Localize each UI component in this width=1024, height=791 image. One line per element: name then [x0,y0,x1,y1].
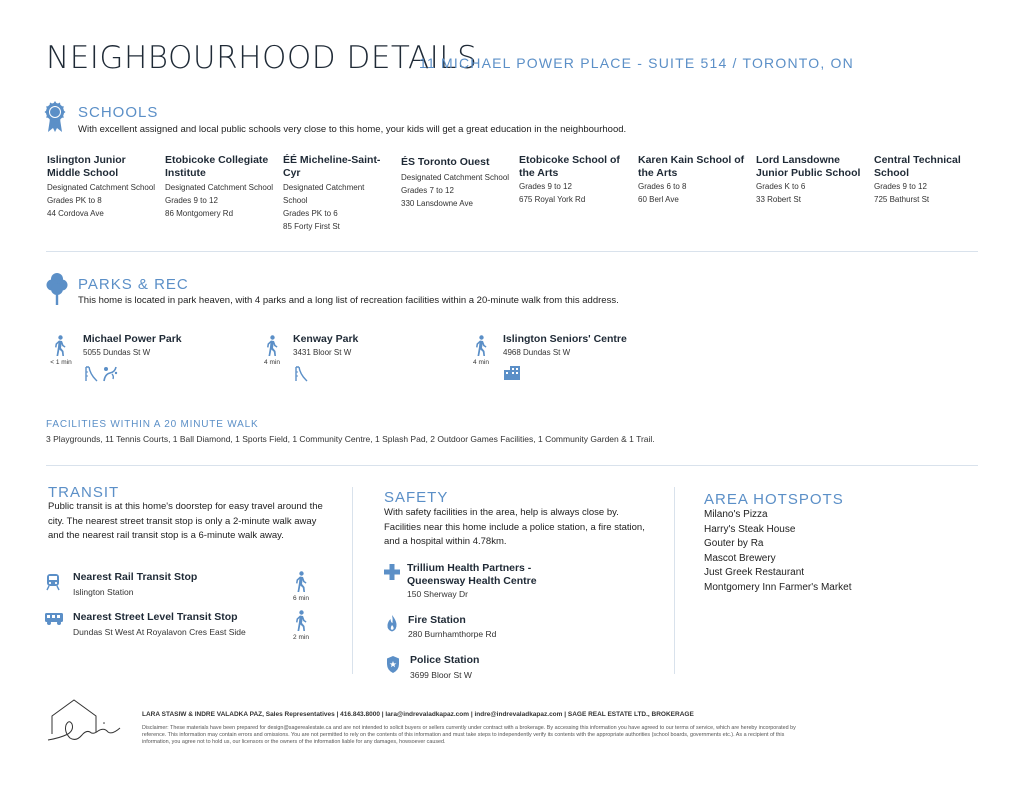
walk-time: 6 min [293,595,309,602]
hospital-address: 150 Sherway Dr [407,589,468,599]
train-icon [46,573,60,591]
street-stop-label: Nearest Street Level Transit Stop [73,611,238,623]
school-address: 60 Berl Ave [638,195,679,204]
rail-stop-name: Islington Station [73,587,134,597]
walk-time: 2 min [293,634,309,641]
police-station-name: Police Station [410,654,480,666]
bus-icon [44,612,64,626]
playground-slide-icon [294,364,308,382]
school-grades: Grades 9 to 12 [519,182,572,191]
park-address: 4968 Dundas St W [503,348,571,357]
school-card [874,154,974,206]
school-card [283,154,383,233]
walking-person-icon [294,610,308,632]
divider [46,251,978,252]
disclaimer-text: Disclaimer: These materials have been prepared for design@sagerealestate.ca and are not intended to solicit buyers or sellers currently under contract with a brokerage. By accessing this information you have agreed to our terms of service, which are hereby incorporated by reference. This information may contain errors and omissions. You are not permitted to rely on the contents of this information and must take steps to independently verify its contents with the appropriate authorities (school boards, governments etc.). As a recipient of this information, you agree not to hold us, our licensors or the owners of the information liable for any damages, howsoever caused. [142,725,796,745]
list-item: Harry's Steak House [704,523,796,535]
fire-station-name: Fire Station [408,614,466,626]
police-badge-icon [386,656,400,673]
school-name: Etobicoke Collegiate Institute [165,154,269,179]
hotspots-heading: AREA HOTSPOTS [704,491,844,508]
park-name: Michael Power Park [83,333,182,345]
park-address: 3431 Bloor St W [293,348,352,357]
school-address: 86 Montgomery Rd [165,209,234,218]
school-name: Central Technical School [874,154,961,179]
school-address: 44 Cordova Ave [47,209,104,218]
school-card [165,154,275,220]
school-name: Etobicoke School of the Arts [519,154,620,179]
school-name: Karen Kain School of the Arts [638,154,745,179]
school-address: 725 Bathurst St [874,195,930,204]
column-divider [674,487,675,674]
school-grades: Grades 7 to 12 [401,185,454,195]
community-centre-icon [503,364,521,380]
school-type: Designated Catchment School [47,183,156,192]
school-grades: Grades PK to 8 [47,196,102,205]
walking-person-icon [474,335,488,357]
walking-person-icon [265,335,279,357]
award-ribbon-icon [44,101,66,133]
schools-intro: With excellent assigned and local public schools very close to this home, your kids will get a great education in the neighbourhood. [78,124,627,135]
school-name: ÉS Toronto Ouest [401,156,490,168]
school-name: Islington Junior Middle School [47,154,126,179]
school-name: Lord Lansdowne Junior Public School [756,154,861,179]
flame-icon [386,615,398,632]
page-title: NEIGHBOURHOOD DETAILS [46,40,478,76]
safety-description: With safety facilities in the area, help is always close by. Facilities near this home include a police station, a fire station, and a hospital within 4.78km. [384,507,645,547]
facilities-list: 3 Playgrounds, 11 Tennis Courts, 1 Ball Diamond, 1 Sports Field, 1 Community Centre, 1 Splash Pad, 2 Outdoor Games Facilities, 1 Community Garden & 1 Trail. [46,434,655,444]
school-grades: Grades PK to 6 [283,209,338,218]
school-name: ÉÉ Micheline-Saint-Cyr [283,154,381,179]
parks-intro: This home is located in park heaven, with 4 parks and a long list of recreation facilities within a 20-minute walk from this address. [78,295,619,306]
walk-time: < 1 min [50,359,72,366]
park-address: 5055 Dundas St W [83,348,151,357]
rail-stop-label: Nearest Rail Transit Stop [73,571,198,583]
school-card [756,154,866,206]
school-grades: Grades 9 to 12 [874,182,927,191]
list-item: Just Greek Restaurant [704,567,805,578]
splash-pad-icon [101,364,119,382]
school-type: Designated Catchment School [283,183,365,205]
school-address: 675 Royal York Rd [519,195,586,204]
school-card [519,154,629,206]
street-stop-name: Dundas St West At Royalavon Cres East Side [73,627,246,637]
house-signature-logo [46,694,126,744]
transit-description: Public transit is at this home's doorstep for easy travel around the city. The nearest street transit stop is only a 2-minute walk away and the nearest rail transit stop is a 6-minute walk away. [48,501,323,541]
medical-cross-icon [384,564,400,580]
school-address: 85 Forty First St [283,222,340,231]
list-item: Montgomery Inn Farmer's Market [704,581,852,593]
walk-time: 4 min [264,359,280,366]
transit-heading: TRANSIT [48,484,120,501]
hospital-name: Trillium Health Partners - Queensway Health Centre [407,562,537,587]
school-type: Designated Catchment School [401,172,510,182]
representatives-line: LARA STASIW & INDRE VALADKA PAZ, Sales Representatives | 416.843.8000 | lara@indrevaladkapaz.com | indre@indrevaladkapaz.com | SAGE REAL ESTATE LTD., BROKERAGE [142,711,694,718]
facilities-heading: FACILITIES WITHIN A 20 MINUTE WALK [46,419,259,430]
school-type: Designated Catchment School [165,183,274,192]
property-address: 11 MICHAEL POWER PLACE - SUITE 514 / TORONTO, ON [419,55,854,71]
school-address: 33 Robert St [756,195,801,204]
tree-icon [46,272,68,306]
walk-time: 4 min [473,359,489,366]
park-name: Kenway Park [293,333,359,345]
parks-heading: PARKS & REC [78,276,189,293]
safety-heading: SAFETY [384,489,449,506]
hotspots-list [704,508,852,595]
school-card [401,156,511,210]
school-grades: Grades K to 6 [756,182,806,191]
school-card [47,154,157,220]
list-item: Milano's Pizza [704,509,768,520]
school-card [638,154,748,206]
walking-person-icon [294,571,308,593]
park-name: Islington Seniors' Centre [503,333,627,345]
school-address: 330 Lansdowne Ave [401,198,473,208]
walking-person-icon [53,335,67,357]
list-item: Gouter by Ra [704,538,764,549]
list-item: Mascot Brewery [704,552,776,564]
playground-slide-icon [84,364,98,382]
column-divider [352,487,353,674]
schools-heading: SCHOOLS [78,104,159,121]
fire-station-address: 280 Burnhamthorpe Rd [408,629,497,639]
divider [46,465,978,466]
police-station-address: 3699 Bloor St W [410,670,472,680]
school-grades: Grades 9 to 12 [165,196,218,205]
school-grades: Grades 6 to 8 [638,182,687,191]
